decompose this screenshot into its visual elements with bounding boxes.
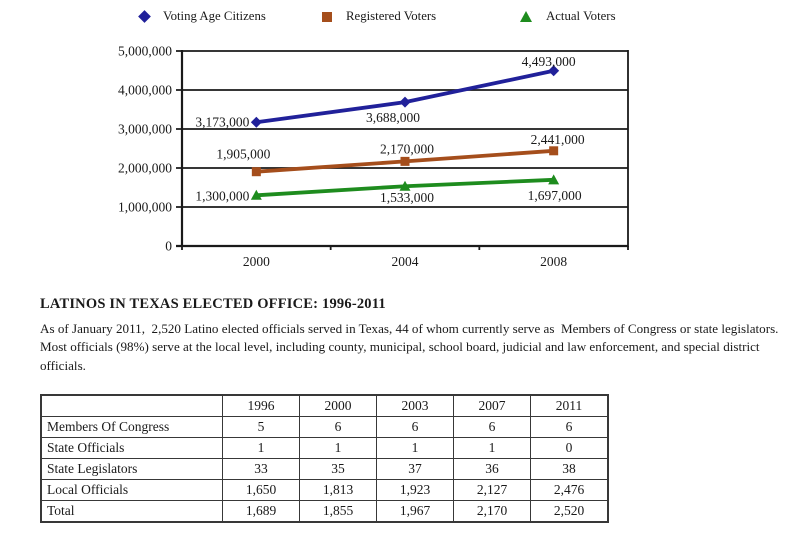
table-row-members-of-congress <box>41 417 608 438</box>
data-label: 1,300,000 <box>195 188 250 204</box>
y-tick-label: 2,000,000 <box>118 160 172 176</box>
y-tick-label: 5,000,000 <box>118 43 172 59</box>
table-cell: 1,967 <box>377 501 454 523</box>
y-tick-label: 4,000,000 <box>118 82 172 98</box>
table-cell: 35 <box>300 459 377 480</box>
table-row-state-officials <box>41 438 608 459</box>
table-cell: 1,813 <box>300 480 377 501</box>
y-tick-label: 1,000,000 <box>118 199 172 215</box>
data-label: 2,170,000 <box>380 141 434 157</box>
legend-label: Voting Age Citizens <box>163 9 266 23</box>
table-cell: 1,650 <box>223 480 300 501</box>
table-cell: 2,170 <box>454 501 531 523</box>
table-cell: 2,476 <box>531 480 609 501</box>
section-heading: LATINOS IN TEXAS ELECTED OFFICE: 1996-2011 <box>40 296 386 312</box>
table-cell: 33 <box>223 459 300 480</box>
legend-label: Registered Voters <box>346 9 437 23</box>
corner-cell <box>41 395 223 417</box>
column-header-1996: 1996 <box>223 395 300 417</box>
table-cell: 38 <box>531 459 609 480</box>
marker-diamond-icon <box>400 97 411 108</box>
marker-square-icon <box>549 146 558 155</box>
table-header <box>41 395 608 417</box>
row-label: State Legislators <box>41 459 223 480</box>
x-tick-label: 2004 <box>391 254 419 269</box>
data-label: 2,441,000 <box>530 131 585 147</box>
marker-square-icon <box>252 167 261 176</box>
column-header-2000: 2000 <box>300 395 377 417</box>
table-cell: 1,855 <box>300 501 377 523</box>
table-row-state-legislators <box>41 459 608 480</box>
y-tick-label: 0 <box>165 238 172 254</box>
x-tick-label: 2008 <box>540 254 568 269</box>
table-cell: 0 <box>531 438 609 459</box>
table-cell: 6 <box>300 417 377 438</box>
legend-label: Actual Voters <box>546 9 616 23</box>
data-label: 1,697,000 <box>527 187 582 203</box>
data-label: 1,533,000 <box>380 190 434 206</box>
column-header-2007: 2007 <box>454 395 531 417</box>
table-cell: 6 <box>531 417 609 438</box>
table-cell: 5 <box>223 417 300 438</box>
table-cell: 1 <box>223 438 300 459</box>
section-paragraph: As of January 2011, 2,520 Latino elected officials served in Texas, 44 of whom currently serve as Members of Congress or state legislators. Most officials (98%) serve at the local level, including county, municipal, school board, judicial and law enforcement, and special district officials. <box>40 321 782 373</box>
marker-square-icon <box>401 157 410 166</box>
table-row-total <box>41 501 608 523</box>
table-cell: 2,520 <box>531 501 609 523</box>
table-cell: 1 <box>377 438 454 459</box>
data-label: 3,688,000 <box>366 110 420 126</box>
row-label: State Officials <box>41 438 223 459</box>
data-label: 1,905,000 <box>216 146 271 162</box>
table-cell: 1 <box>454 438 531 459</box>
y-tick-label: 3,000,000 <box>118 121 172 137</box>
table-header-row <box>41 395 608 417</box>
table-body <box>41 417 608 523</box>
data-label: 3,173,000 <box>195 114 250 130</box>
elected-office-table <box>40 394 609 523</box>
column-header-2011: 2011 <box>531 395 609 417</box>
table-cell: 2,127 <box>454 480 531 501</box>
row-label: Members Of Congress <box>41 417 223 438</box>
table-row-local-officials <box>41 480 608 501</box>
table-cell: 6 <box>454 417 531 438</box>
row-label: Local Officials <box>41 480 223 501</box>
marker-diamond-icon <box>251 117 262 128</box>
table-cell: 37 <box>377 459 454 480</box>
table-cell: 36 <box>454 459 531 480</box>
table-cell: 6 <box>377 417 454 438</box>
table-cell: 1,923 <box>377 480 454 501</box>
data-label: 4,493,000 <box>521 53 576 69</box>
x-tick-label: 2000 <box>242 254 270 269</box>
table-cell: 1 <box>300 438 377 459</box>
table-cell: 1,689 <box>223 501 300 523</box>
column-header-2003: 2003 <box>377 395 454 417</box>
row-label: Total <box>41 501 223 523</box>
